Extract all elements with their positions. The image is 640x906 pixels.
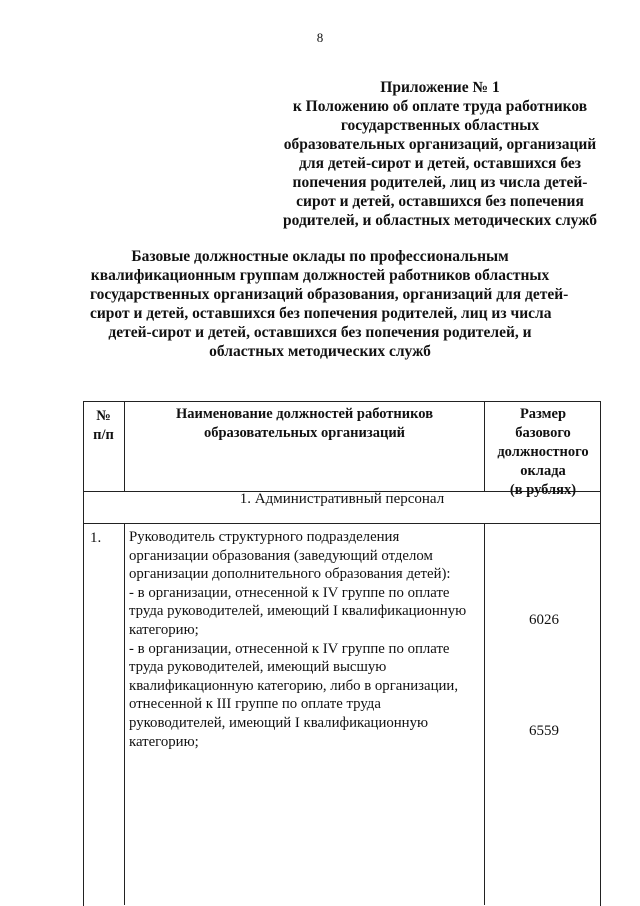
salary-value: 6026: [529, 612, 559, 628]
header-salary: Размер базового должностного оклада (в рублях): [497, 406, 589, 498]
title-line: Базовые должностные оклады по профессиональным: [131, 248, 509, 265]
header-position-name: Наименование должностей работников образовательных организаций: [175, 406, 434, 441]
table-divider: [83, 523, 601, 524]
appendix-line: к Положению об оплате труда работников: [292, 98, 588, 115]
title-line: государственных организаций образования, организаций для детей-: [90, 286, 569, 303]
appendix-line: родителей, и областных методических служб: [283, 212, 597, 229]
appendix-line: Приложение № 1: [380, 79, 500, 96]
salary-value: 6559: [529, 723, 559, 739]
row-number: 1.: [90, 530, 102, 546]
appendix-line: сирот и детей, оставшихся без попечения: [296, 193, 584, 210]
section-title: 1. Административный персонал: [239, 491, 445, 507]
table-divider: [124, 523, 125, 905]
appendix-header: [270, 78, 610, 230]
title-line: квалификационным группам должностей работников областных: [90, 267, 550, 284]
row-description: Руководитель структурного подразделения организации образования (заведующий отделом организации дополнительного образования детей): - в организации, отнесенной к IV группе по оплате труда руководителей, имеющий I квалификационную категорию; - в организации, отнесенной к IV группе по оплате труда руководителей, имеющий высшую квалификационную категорию, либо в организации, отнесенной к III группе по оплате труда руководителей, имеющий I квалификационную категорию;: [129, 529, 467, 750]
title-line: областных методических служб: [209, 343, 431, 360]
title-line: детей-сирот и детей, оставшихся без попечения родителей, и: [108, 324, 532, 341]
header-number: № п/п: [93, 408, 114, 443]
appendix-line: образовательных организаций, организаций: [283, 136, 597, 153]
appendix-line: для детей-сирот и детей, оставшихся без: [299, 155, 581, 172]
document-title: [90, 247, 569, 361]
appendix-line: государственных областных: [340, 117, 540, 134]
appendix-line: попечения родителей, лиц из числа детей-: [292, 174, 588, 191]
page-number: 8: [316, 30, 324, 45]
title-line: сирот и детей, оставшихся без попечения родителей, лиц из числа: [90, 305, 552, 322]
